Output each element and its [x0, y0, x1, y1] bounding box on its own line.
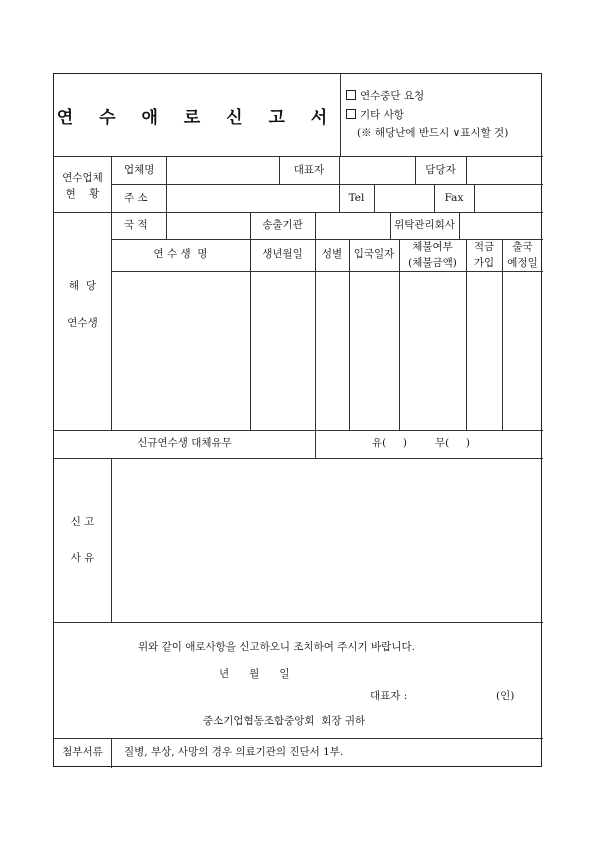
management-company-label: 위탁관리회사	[394, 219, 455, 231]
divider-nat-c	[315, 212, 316, 239]
form-title: 연 수 애 로 신 고 서	[56, 108, 338, 128]
company-contact-label: 담당자	[425, 164, 456, 176]
divider-col-entry	[349, 239, 350, 430]
reason-text-area[interactable]	[112, 459, 542, 621]
option-other[interactable]	[346, 109, 404, 122]
divider-company-r1e	[466, 156, 467, 184]
divider-nat-e	[459, 212, 460, 239]
col-header-departure-2: 예정일	[507, 257, 538, 269]
sending-agency-label: 송출기관	[262, 219, 303, 231]
divider-request-bottom	[54, 738, 543, 739]
col-header-birth: 생년월일	[262, 248, 303, 260]
divider-company-r2b	[374, 184, 375, 212]
col-header-savings-2: 가입	[473, 257, 495, 269]
divider-company-mid	[111, 184, 543, 185]
request-seal: (인)	[496, 690, 515, 702]
request-text: 위와 같이 애로사항을 신고하오니 조치하여 주시기 바랍니다.	[138, 641, 415, 653]
col-header-departure: 출국	[512, 241, 533, 253]
divider-company-r1a	[166, 156, 167, 212]
request-date: 년 월 일	[219, 668, 290, 680]
col-header-arrears-amount: (체불금액)	[408, 257, 457, 269]
company-section-label: 연수업체	[62, 172, 103, 184]
report-form	[53, 73, 542, 767]
company-tel-label: Tel	[348, 192, 365, 204]
divider-nat-a	[166, 212, 167, 239]
col-header-gender: 성별	[321, 248, 343, 260]
divider-col-gender	[315, 239, 316, 458]
option-suspend-label: 연수중단 요청	[360, 90, 425, 102]
request-representative-label: 대표자 :	[370, 690, 408, 702]
checkbox-suspend[interactable]	[346, 90, 356, 100]
divider-company-bottom	[54, 212, 543, 213]
trainee-section-label-2: 연수생	[67, 317, 98, 329]
company-address-label: 주 소	[124, 192, 148, 204]
divider-header-split	[340, 74, 341, 156]
divider-columns-bottom	[111, 271, 543, 272]
replacement-yes[interactable]: 유( )	[372, 437, 408, 449]
option-note: (※ 해당난에 반드시 ∨표시할 것)	[357, 127, 509, 139]
company-section-label-2: 현 황	[65, 188, 100, 200]
divider-attachment-label	[111, 738, 112, 768]
divider-trainees-bottom	[54, 430, 543, 431]
col-header-entry: 입국일자	[353, 248, 395, 260]
nationality-label: 국 적	[124, 219, 148, 231]
divider-label-column	[111, 156, 112, 430]
divider-company-r2d	[474, 184, 475, 212]
company-fax-label: Fax	[444, 192, 464, 204]
col-header-name: 연 수 생 명	[153, 248, 208, 260]
replacement-label: 신규연수생 대체유무	[137, 437, 232, 449]
checkbox-other[interactable]	[346, 109, 356, 119]
option-other-label: 기타 사항	[360, 109, 404, 121]
attachment-label: 첨부서류	[62, 746, 103, 758]
company-rep-label: 대표자	[293, 164, 325, 176]
reason-label: 신 고	[70, 516, 95, 528]
col-header-savings: 적금	[473, 241, 495, 253]
option-suspend[interactable]	[346, 90, 424, 103]
divider-nationality-bottom	[111, 239, 543, 240]
trainee-section-label: 해 당	[69, 280, 96, 292]
replacement-no[interactable]: 무( )	[435, 437, 471, 449]
reason-label-2: 사 유	[70, 552, 95, 564]
attachment-text: 질병, 부상, 사망의 경우 의료기관의 진단서 1부.	[124, 746, 344, 758]
col-header-arrears: 체불여부	[412, 241, 453, 253]
company-name-label: 업체명	[124, 164, 155, 176]
divider-company-r1c	[339, 156, 340, 184]
divider-reason-bottom	[54, 622, 543, 623]
divider-col-birth	[250, 239, 251, 430]
divider-header-bottom	[54, 156, 543, 157]
request-recipient: 중소기업협동조합중앙회 회장 귀하	[203, 715, 366, 727]
